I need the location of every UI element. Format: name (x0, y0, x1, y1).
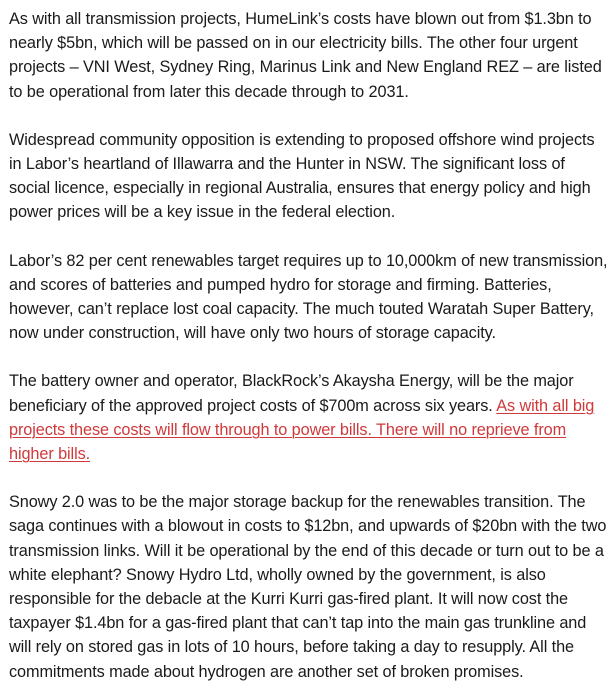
power-bills-link[interactable]: As with all big projects these costs will flow through to power bills. There will no reprieve from higher bills. (9, 396, 595, 464)
paragraph-offshore-wind-opposition: Widespread community opposition is extending to proposed offshore wind projects in Labor’s heartland of Illawarra and the Hunter in NSW. The significant loss of social licence, especially in regional Australia, ensures that energy policy and high power prices will be a key issue in the federal election. (9, 130, 595, 222)
paragraph-snowy-hydro: Snowy 2.0 was to be the major storage backup for the renewables transition. The saga continues with a blowout in costs to $12bn, and upwards of $20bn with the two transmission links. Will it be operational by the end of this decade or turn out to be a white elephant? Snowy Hydro Ltd, wholly owned by the government, is also responsible for the debacle at the Kurri Kurri gas-fired plant. It will now cost the taxpayer $1.4bn for a gas-fired plant that can’t tap into the main gas trunkline and will rely on stored gas in lots of 10 hours, before taking a day to resupply. All the commitments made about hydrogen are another set of broken promises. (9, 493, 607, 681)
paragraph-humelink-costs: As with all transmission projects, HumeLink’s costs have blown out from $1.3bn to nearly $5bn, which will be passed on in our electricity bills. The other four urgent projects – VNI West, Sydney Ring, Marinus Link and New England REZ – are listed to be operational from later this decade through to 2031. (9, 10, 602, 101)
paragraph-battery-owner (9, 369, 610, 466)
paragraph-renewables-target: Labor’s 82 per cent renewables target requires up to 10,000km of new transmission, and scores of batteries and pumped hydro for storage and firming. Batteries, however, can’t replace lost coal capacity. The much touted Waratah Super Battery, now under construction, will have only two hours of storage capacity. (9, 251, 608, 343)
paragraph-battery-owner-text: The battery owner and operator, BlackRock’s Akaysha Energy, will be the major beneficiary of the approved project costs of $700m across six years. (9, 372, 574, 415)
